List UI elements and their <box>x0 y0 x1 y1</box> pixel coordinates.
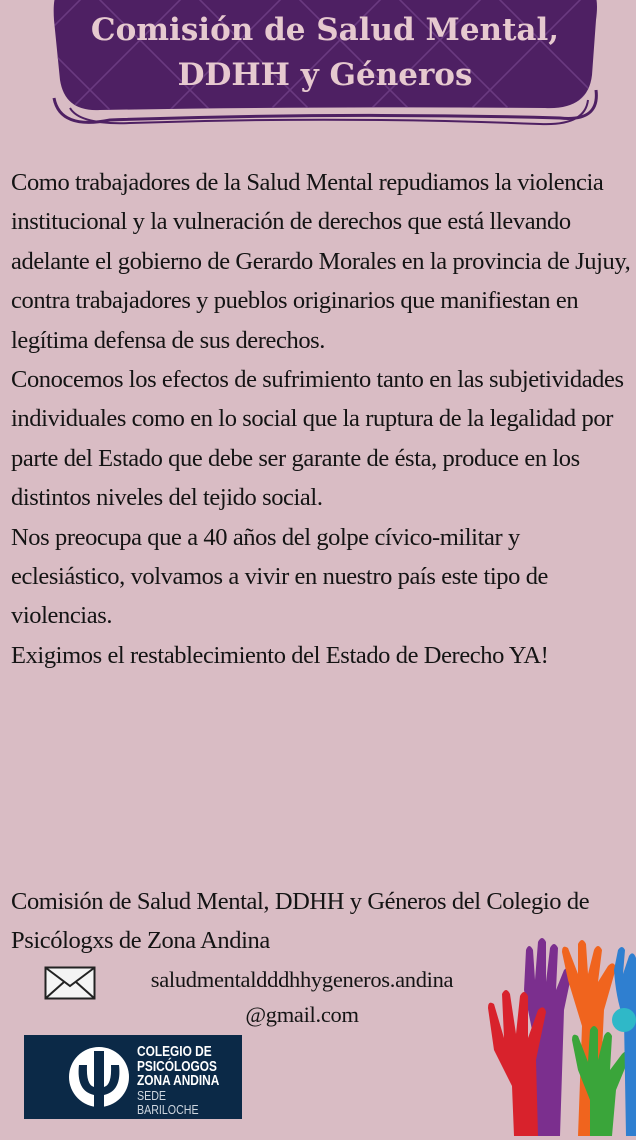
statement-body <box>11 163 631 675</box>
raised-hands-illustration <box>486 930 636 1140</box>
logo-line-1: COLEGIO DE <box>137 1044 212 1060</box>
email-line-2: @gmail.com <box>245 1002 359 1027</box>
statement-paragraph-2: Conocemos los efectos de sufrimiento tanto en las subjetividades individuales como en lo social que la ruptura de la legalidad por parte del Estado que debe ser garante de ésta, produce en los distintos niveles del tejido social. <box>11 366 624 512</box>
psi-emblem-icon <box>66 1045 132 1109</box>
logo-line-4: SEDE BARILOCHE <box>137 1087 199 1117</box>
header-banner <box>40 0 610 135</box>
statement-paragraph-3: Nos preocupa que a 40 años del golpe cívico-militar y eclesiástico, volvamos a vivir en nuestro país este tipo de violencias. <box>11 523 549 630</box>
banner-title-line-2: DDHH y Géneros <box>177 57 473 93</box>
statement-paragraph-1: Como trabajadores de la Salud Mental repudiamos la violencia institucional y la vulneración de derechos que está llevando adelante el gobierno de Gerardo Morales en la provincia de Jujuy, contra trabajadores y pueblos originarios que manifiestan en legítima defensa de sus derechos. <box>11 169 631 354</box>
email-line-1: saludmentaldddhhygeneros.andina <box>150 967 454 992</box>
logo-line-3: ZONA ANDINA <box>137 1073 220 1089</box>
colegio-logo <box>24 1035 242 1119</box>
envelope-icon <box>44 966 96 1004</box>
banner-title-line-1: Comisión de Salud Mental, <box>90 12 560 48</box>
signature-text: Comisión de Salud Mental, DDHH y Géneros del Colegio de Psicólogxs de Zona Andina <box>11 888 590 955</box>
statement-paragraph-4: Exigimos el restablecimiento del Estado de Derecho YA! <box>11 641 549 669</box>
logo-line-2: PSICÓLOGOS <box>137 1058 217 1075</box>
